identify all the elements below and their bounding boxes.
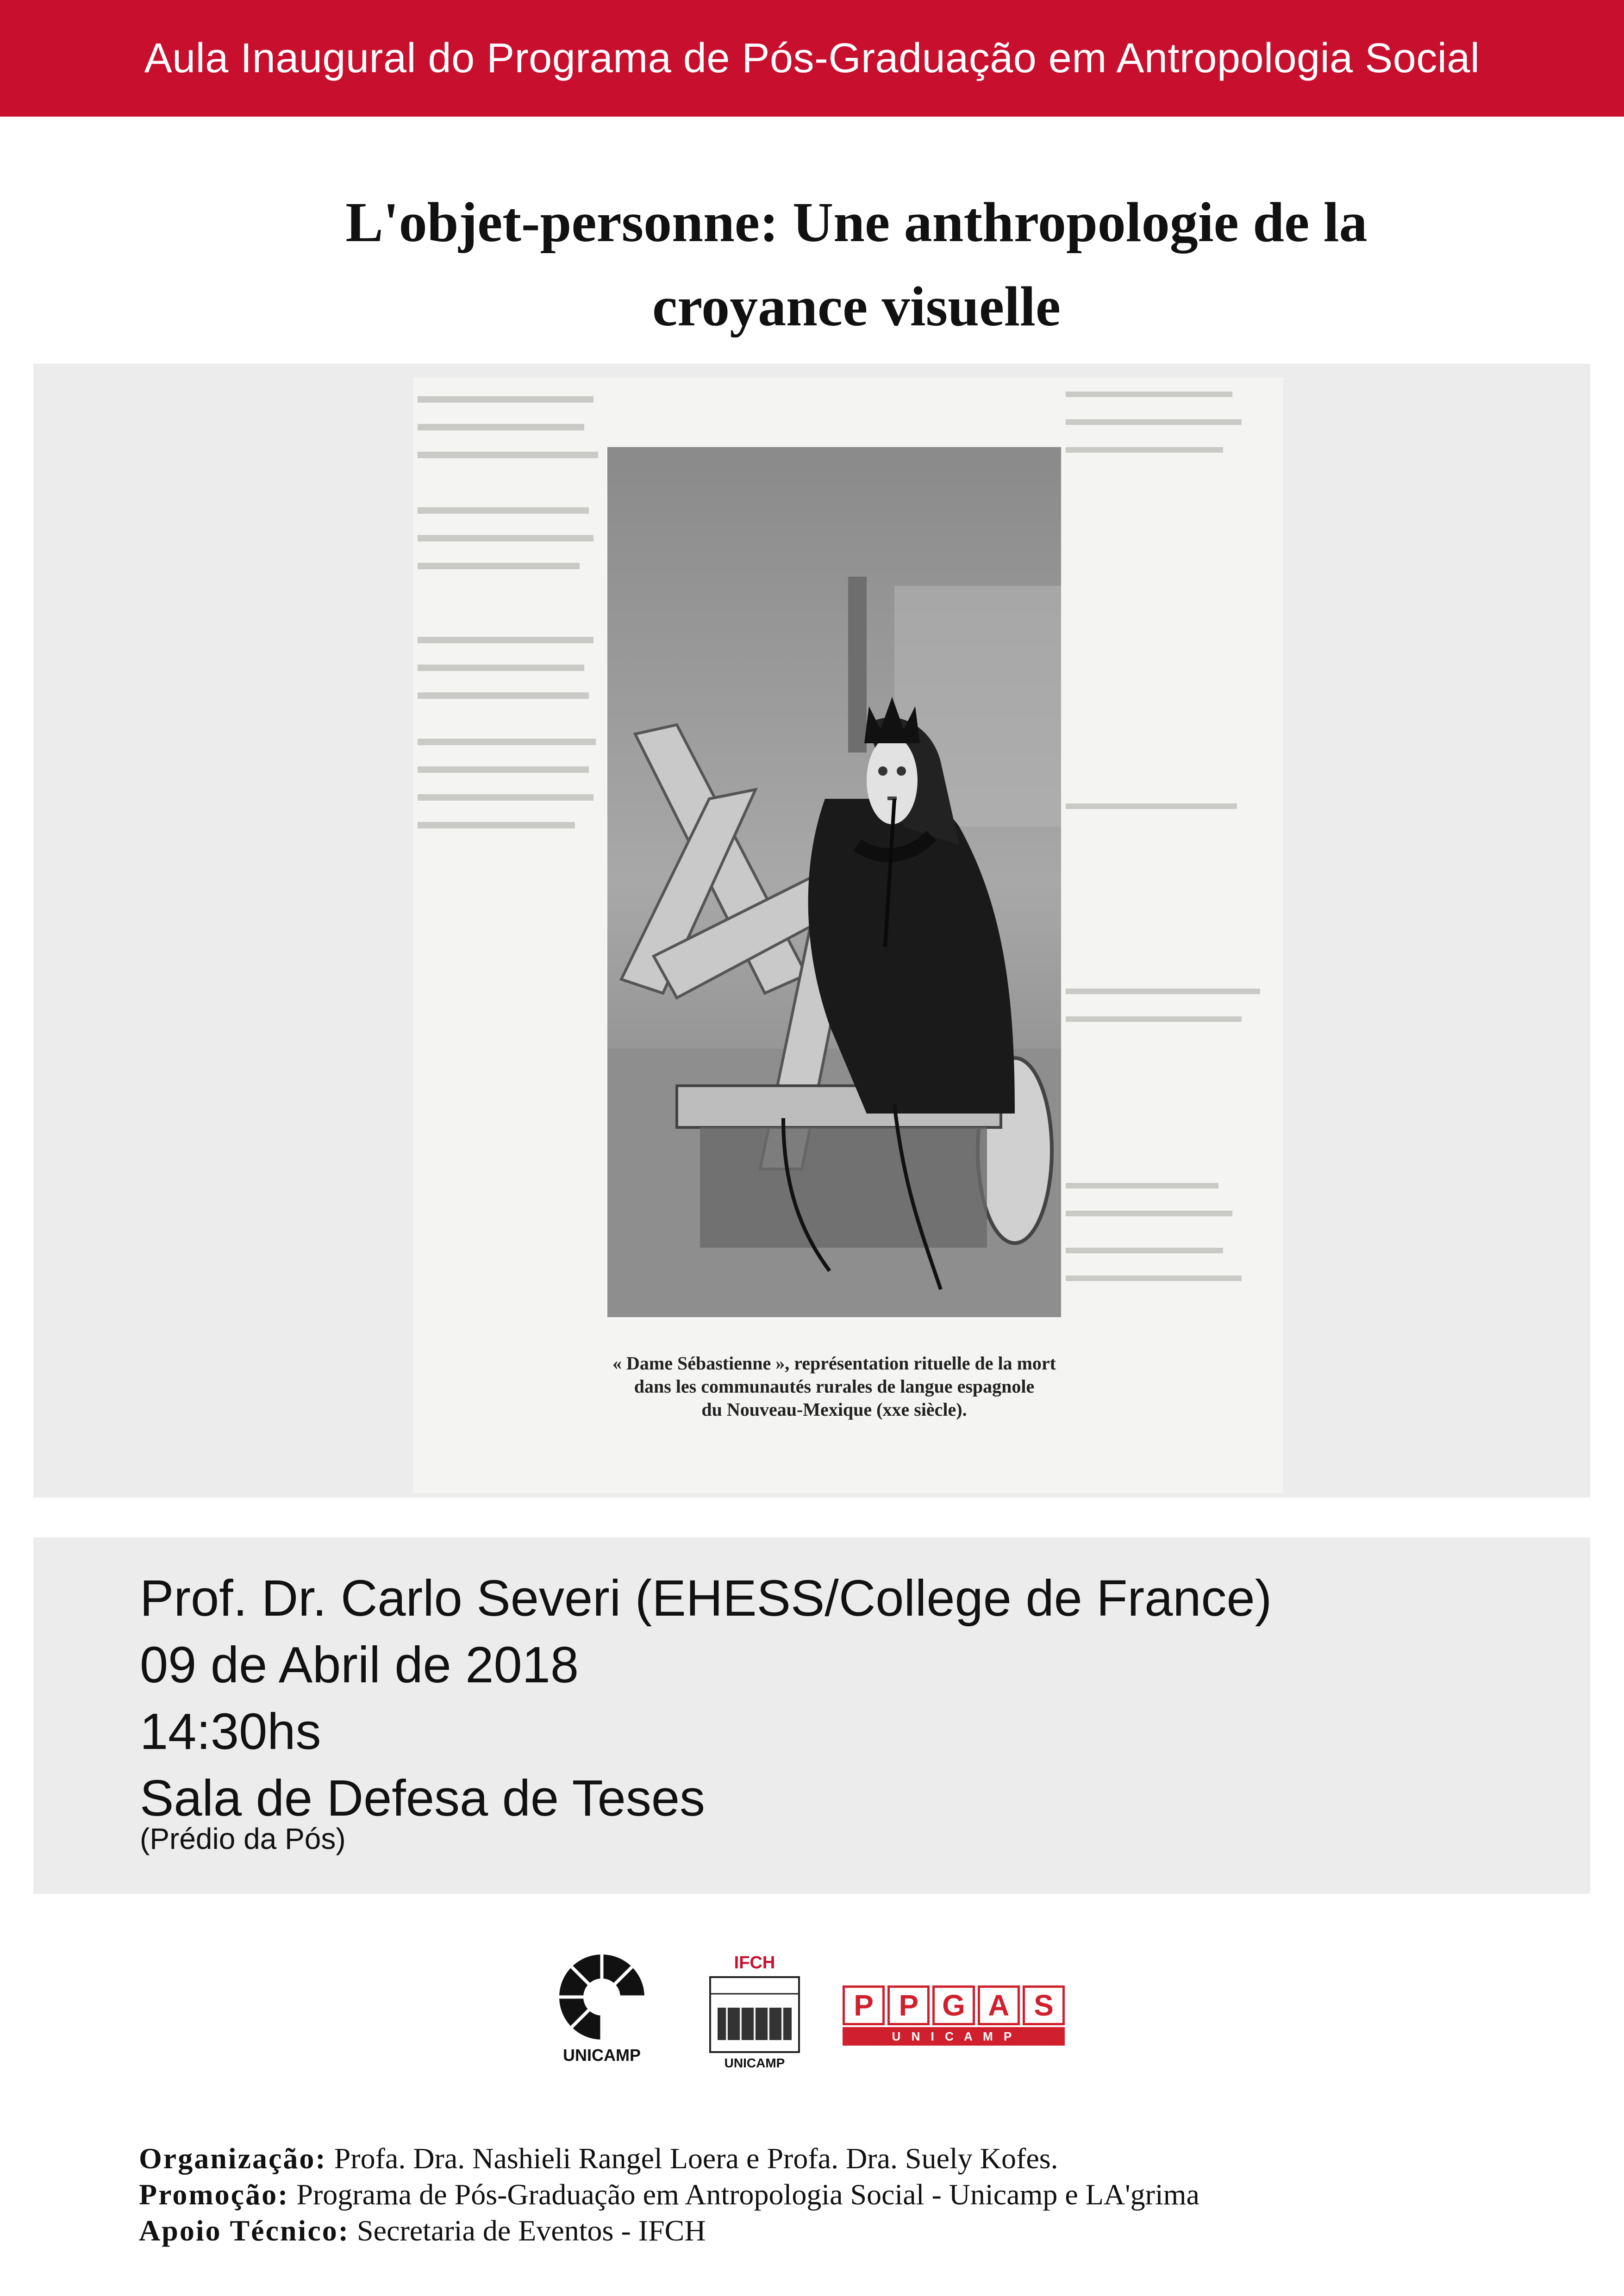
promocao-label: Promoção:	[139, 2178, 289, 2211]
dame-sebastienne-photo	[607, 447, 1061, 1317]
apoio-text: Secretaria de Eventos - IFCH	[357, 2214, 706, 2247]
photo-panel	[33, 364, 1590, 1498]
lecture-title-line-1: L'objet-personne: Une anthropologie de la	[345, 191, 1368, 254]
ifch-logo	[699, 1953, 810, 2073]
organizacao-text: Profa. Dra. Nashieli Rangel Loera e Profa. Dra. Suely Kofes.	[334, 2142, 1058, 2175]
caption-line-3: du Nouveau-Mexique (xxe siècle).	[701, 1399, 967, 1420]
speaker-name: Prof. Dr. Carlo Severi (EHESS/College de France)	[140, 1570, 1272, 1627]
caption-line-1: « Dame Sébastienne », représentation rituelle de la mort	[612, 1353, 1056, 1374]
unicamp-logo	[546, 1953, 657, 2073]
unicamp-emblem-icon	[546, 1953, 657, 2046]
credits	[139, 2140, 1597, 2249]
ppgas-letter: P	[843, 1985, 885, 2025]
figure-caption	[552, 1352, 1117, 1421]
credit-apoio	[139, 2213, 1597, 2249]
ppgas-letter: A	[978, 1985, 1020, 2025]
ppgas-letter: G	[932, 1985, 974, 2025]
book-page-image	[413, 378, 1283, 1493]
organizacao-label: Organização:	[139, 2142, 327, 2175]
promocao-text: Programa de Pós-Graduação em Antropologia Social - Unicamp e LA'grima	[296, 2178, 1199, 2211]
ppgas-sub-label: U N I C A M P	[843, 2027, 1065, 2046]
photo-illustration	[607, 447, 1061, 1317]
unicamp-label: UNICAMP	[563, 2046, 641, 2065]
ifch-label: IFCH	[734, 1953, 775, 1972]
event-venue: Sala de Defesa de Teses	[140, 1770, 706, 1827]
lecture-title-line-2: croyance visuelle	[652, 275, 1061, 338]
banner-title: Aula Inaugural do Programa de Pós-Graduação em Antropologia Social	[144, 35, 1480, 81]
venue-note: (Prédio da Pós)	[140, 1822, 346, 1855]
ppgas-letter: S	[1023, 1985, 1065, 2025]
header-banner	[0, 0, 1624, 117]
sponsor-logos	[546, 1953, 1079, 2073]
lecture-title	[139, 180, 1574, 349]
credit-organizacao	[139, 2140, 1597, 2177]
caption-line-2: dans les communautés rurales de langue espagnole	[634, 1376, 1035, 1397]
event-info-panel	[33, 1537, 1590, 1894]
credit-promocao	[139, 2177, 1597, 2213]
ppgas-logo	[843, 1985, 1065, 2050]
event-time: 14:30hs	[140, 1703, 321, 1760]
event-date: 09 de Abril de 2018	[140, 1636, 579, 1693]
ifch-building-icon	[708, 1975, 801, 2054]
ppgas-letters	[843, 1985, 1065, 2025]
ppgas-letter: P	[887, 1985, 930, 2025]
ifch-sub-label: UNICAMP	[724, 2056, 785, 2070]
apoio-label: Apoio Técnico:	[139, 2214, 350, 2247]
